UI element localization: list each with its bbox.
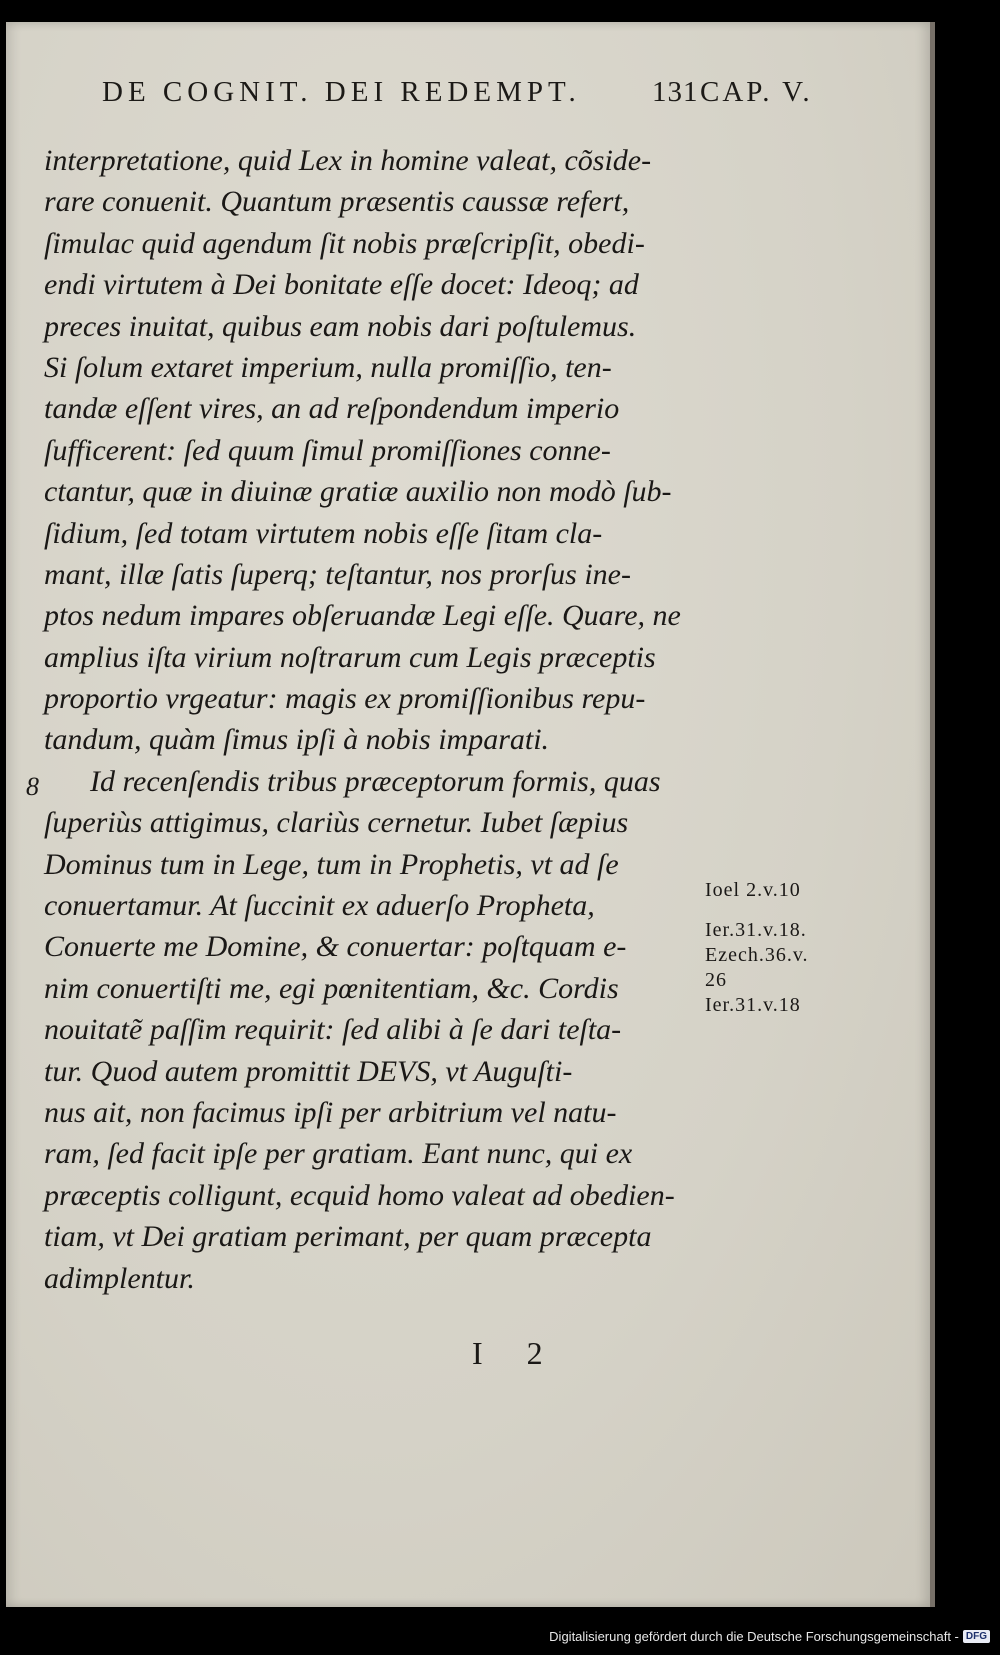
margin-note: 26 <box>705 969 727 991</box>
text-line: endi virtutem à Dei bonitate eſſe docet: Ideoq; ad <box>44 268 639 302</box>
text-line: tur. Quod autem promittit DEVS, vt Auguſti- <box>44 1054 573 1088</box>
folio-number: 131 <box>652 76 699 108</box>
text-line: ptos nedum impares obſeruandæ Legi eſſe. Quare, ne <box>44 599 681 633</box>
running-header <box>0 76 1000 116</box>
text-line: tandæ eſſent vires, an ad reſpondendum imperio <box>44 392 620 426</box>
text-line: ſuperiùs attigimus, clariùs cernetur. Iubet ſæpius <box>44 806 629 840</box>
text-line: adimplentur. <box>44 1261 195 1295</box>
text-line: ram, ſed facit ipſe per gratiam. Eant nunc, qui ex <box>44 1137 633 1171</box>
text-line: nim conuertiſti me, egi pœnitentiam, &c. Cordis <box>44 971 619 1005</box>
margin-note: Ioel 2.v.10 <box>705 879 801 901</box>
text-line: proportio vrgeatur: magis ex promiſſionibus repu- <box>44 682 646 716</box>
text-line: ſimulac quid agendum ſit nobis præſcripſit, obedi- <box>44 226 645 260</box>
funding-credit: Digitalisierung gefördert durch die Deutsche Forschungsgemeinschaft - <box>549 1628 959 1644</box>
text-line: ctantur, quæ in diuinæ gratiæ auxilio non modò ſub- <box>44 475 672 509</box>
text-line: ſidium, ſed totam virtutem nobis eſſe ſitam cla- <box>44 516 603 550</box>
text-line: Dominus tum in Lege, tum in Prophetis, vt ad ſe <box>44 847 619 881</box>
text-line: tiam, vt Dei gratiam perimant, per quam præcepta <box>44 1220 652 1254</box>
text-line: nus ait, non facimus ipſi per arbitrium vel natu- <box>44 1095 617 1129</box>
chapter-label: CAP. V. <box>700 76 813 108</box>
text-line: nouitatẽ paſſim requirit: ſed alibi à ſe dari teſta- <box>44 1013 622 1047</box>
text-line: ſufficerent: ſed quum ſimul promiſſiones conne- <box>44 433 611 467</box>
margin-note: Ier.31.v.18. <box>705 919 807 941</box>
margin-notes <box>705 878 905 1018</box>
text-line: præceptis colligunt, ecquid homo valeat ad obedien- <box>44 1178 675 1212</box>
margin-note: Ezech.36.v. <box>705 944 809 966</box>
text-line: mant, illæ ſatis ſuperq; teſtantur, nos prorſus ine- <box>44 557 631 591</box>
text-line: Si ſolum extaret imperium, nulla promiſſio, ten- <box>44 350 612 384</box>
digitization-footer <box>549 1625 990 1647</box>
body-text <box>44 140 704 1299</box>
paragraph-number: 8 <box>26 772 39 801</box>
signature-mark: I 2 <box>472 1335 561 1371</box>
text-line: rare conuenit. Quantum præsentis caussæ refert, <box>44 185 630 219</box>
dfg-logo-icon: DFG <box>963 1630 990 1643</box>
text-line: amplius iſta virium noſtrarum cum Legis præceptis <box>44 640 656 674</box>
running-title: DE COGNIT. DEI REDEMPT. <box>102 76 581 108</box>
text-line: conuertamur. At ſuccinit ex aduerſo Propheta, <box>44 889 595 923</box>
text-line: Id recenſendis tribus præceptorum formis, quas <box>90 764 661 798</box>
text-line: interpretatione, quid Lex in homine valeat, cõside- <box>44 144 652 177</box>
margin-note: Ier.31.v.18 <box>705 994 801 1016</box>
text-line: Conuerte me Domine, & conuertar: poſtquam e- <box>44 930 627 964</box>
text-line: tandum, quàm ſimus ipſi à nobis imparati. <box>44 723 550 757</box>
page-edge <box>930 22 935 1607</box>
text-line: preces inuitat, quibus eam nobis dari poſtulemus. <box>44 309 637 343</box>
